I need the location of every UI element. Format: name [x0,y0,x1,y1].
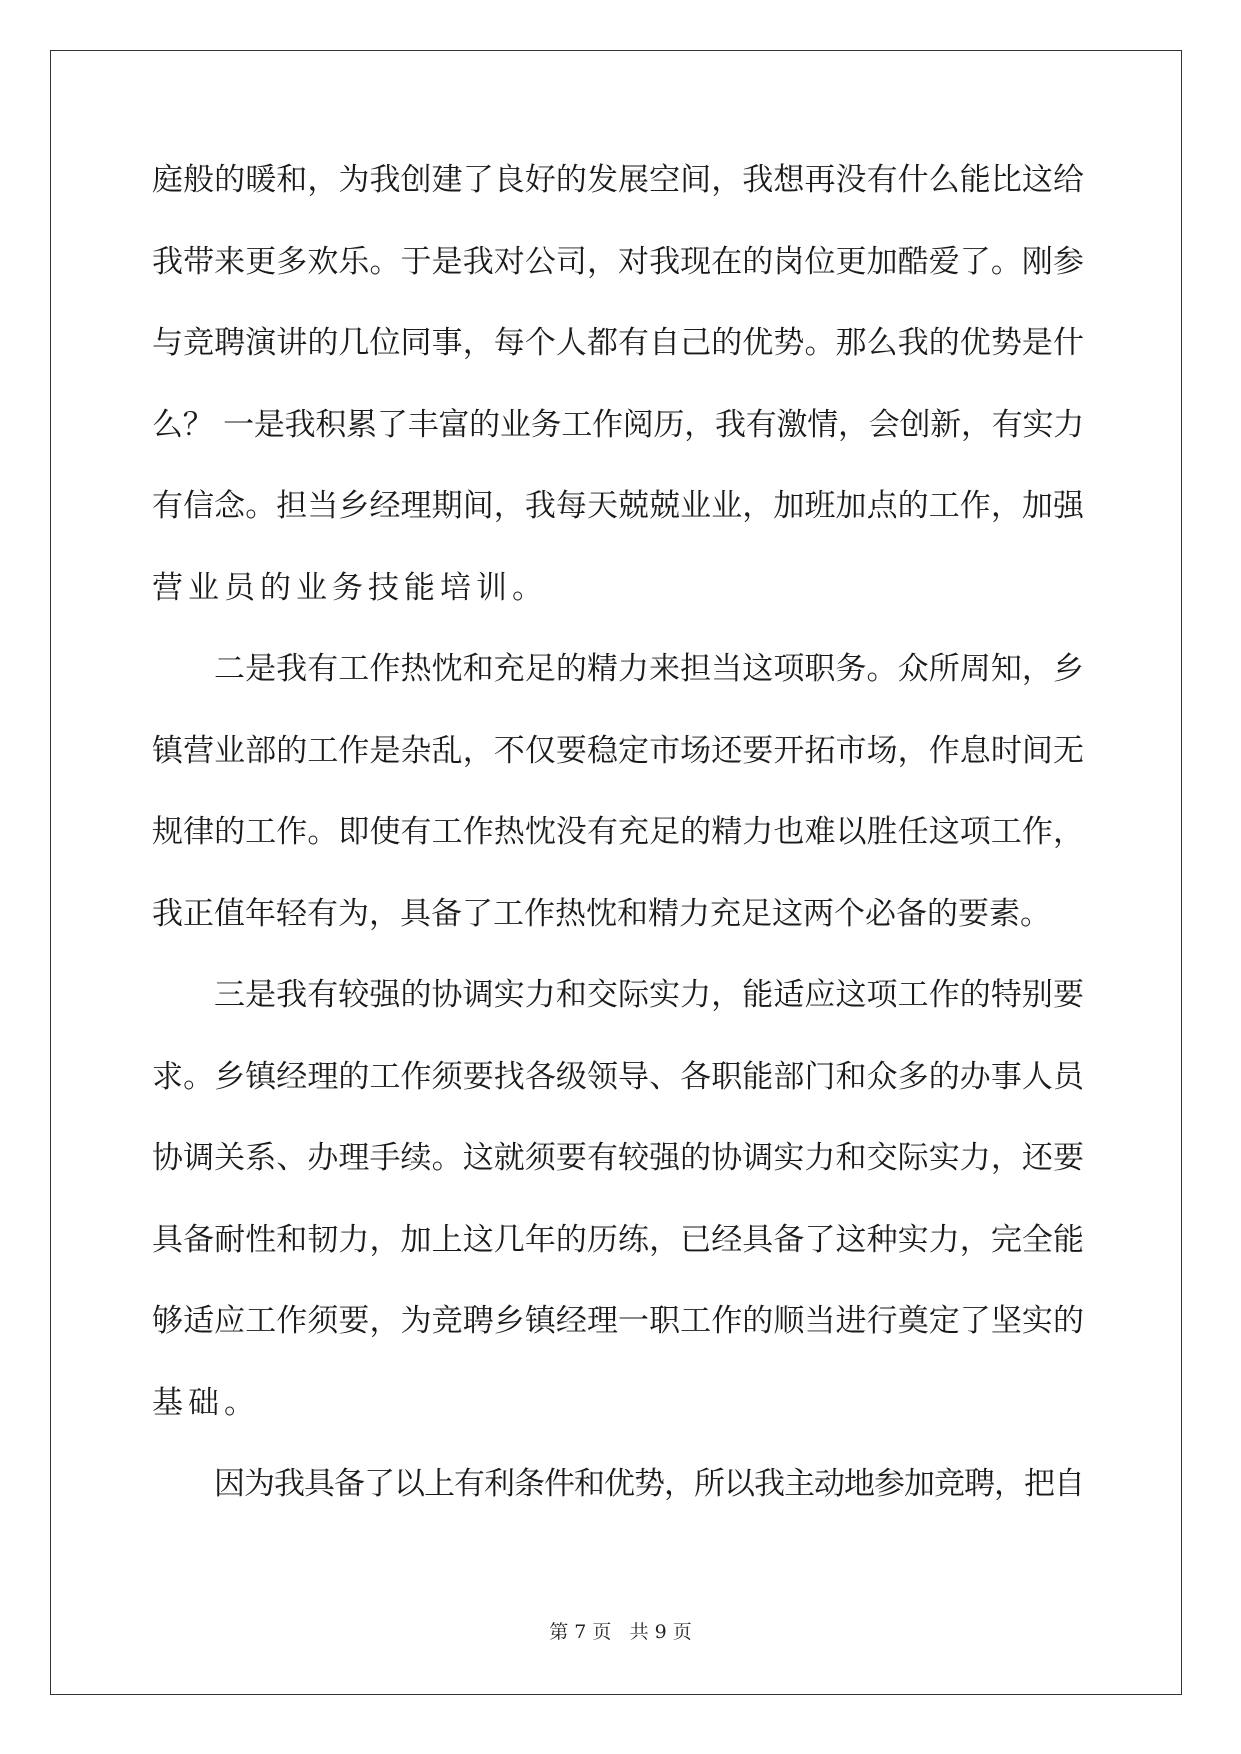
paragraph-start-line: 三是我有较强的协调实力和交际实力，能适应这项工作的特别要 [214,977,1084,1013]
text-line: 具备耐性和韧力，加上这几年的历练，已经具备了这种实力，完全能 [152,1221,1084,1258]
text-line: 有信念。担当乡经理期间，我每天兢兢业业，加班加点的工作，加强 [152,488,1084,524]
text-line: 规律的工作。即使有工作热忱没有充足的精力也难以胜任这项工作， [152,814,1084,850]
text-line: 基础。 [152,1384,260,1421]
text-line: 么？ 一是我积累了丰富的业务工作阅历，我有激情，会创新，有实力 [152,406,1084,443]
paragraph-start-line: 二是我有工作热忱和充足的精力来担当这项职务。众所周知，乡 [214,651,1084,687]
text-line: 与竞聘演讲的几位同事，每个人都有自己的优势。那么我的优势是什 [152,325,1084,361]
text-line: 我带来更多欢乐。于是我对公司，对我现在的岗位更加酷爱了。刚参 [152,243,1084,280]
text-line: 我正值年轻有为，具备了工作热忱和精力充足这两个必备的要素。 [152,895,1051,932]
document-body [152,158,1084,1544]
text-line: 营业员的业务技能培训。 [152,569,548,606]
text-line: 够适应工作须要，为竞聘乡镇经理一职工作的顺当进行奠定了坚实的 [152,1303,1084,1339]
page-number: 第 7 页 [549,1621,612,1643]
text-line: 庭般的暖和，为我创建了良好的发展空间，我想再没有什么能比这给 [152,162,1084,198]
page-total: 共 9 页 [629,1621,692,1643]
text-line: 镇营业部的工作是杂乱，不仅要稳定市场还要开拓市场，作息时间无 [152,732,1084,769]
page-footer [0,1617,1241,1644]
paragraph-start-line: 因为我具备了以上有利条件和优势，所以我主动地参加竞聘，把自 [214,1466,1084,1502]
text-line: 求。乡镇经理的工作须要找各级领导、各职能部门和众多的办事人员 [152,1058,1084,1095]
text-line: 协调关系、办理手续。这就须要有较强的协调实力和交际实力，还要 [152,1140,1084,1176]
